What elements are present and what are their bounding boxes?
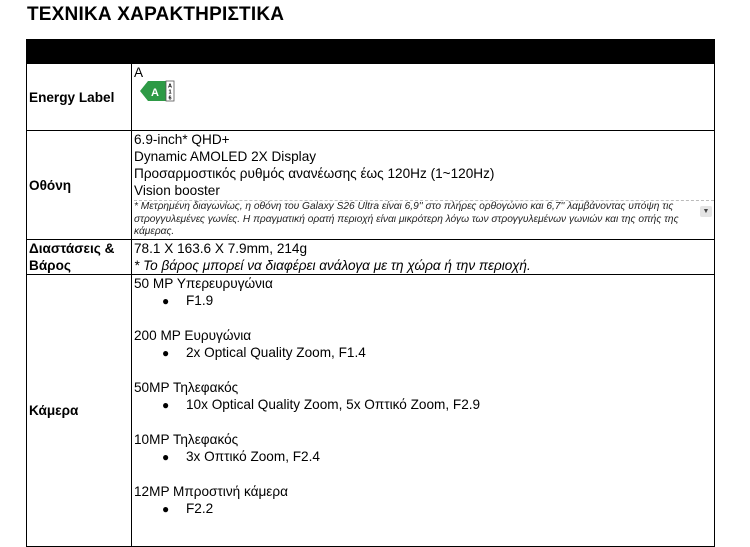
camera-name: 50 MP Υπερευρυγώνια — [134, 276, 273, 291]
energy-scale-bottom: 6 — [168, 95, 172, 102]
table-row-dimensions — [27, 240, 715, 275]
display-line: 6.9-inch* QHD+ — [134, 132, 230, 147]
camera-name: 10MP Τηλεφακός — [134, 432, 239, 447]
camera-label: Κάμερα — [27, 275, 132, 547]
chevron-down-icon[interactable]: ▼ — [700, 206, 712, 217]
camera-spec-text: 3x Οπτικό Zoom, F2.4 — [186, 449, 320, 464]
energy-label: Energy Label — [27, 64, 132, 131]
table-header-row — [27, 40, 715, 64]
table-row-camera — [27, 275, 715, 547]
bullet-icon: ● — [162, 502, 170, 516]
camera-group — [134, 483, 714, 518]
display-line: Vision booster — [134, 183, 220, 198]
dimensions-label: Διαστάσεις & Βάρος — [27, 240, 132, 275]
camera-spec — [134, 500, 714, 518]
camera-spec — [134, 448, 714, 466]
camera-name: 200 MP Ευρυγώνια — [134, 328, 252, 343]
bullet-icon: ● — [162, 398, 170, 412]
dimensions-value-cell — [132, 240, 715, 275]
display-note: * Μετρημένη διαγωνίως, η οθόνη του Galaxy S26 Ultra είναι 6,9'' στο πλήρες ορθογώνιο και 6,7'' λαμβάνοντας υπόψη τις στρογγυλεμένες γωνίες. Η πραγματική ορατή περιοχή είναι μικρότερη λόγω των στρογγυλεμένων γωνιών και της οπής της κάμερας. — [134, 201, 679, 237]
display-line: Dynamic AMOLED 2X Display — [134, 149, 317, 164]
energy-badge-letter: A — [151, 87, 159, 99]
display-label: Οθόνη — [27, 131, 132, 240]
camera-name: 12MP Μπροστινή κάμερα — [134, 484, 288, 499]
camera-spec-text: F1.9 — [186, 293, 214, 308]
table-header-cell — [27, 40, 715, 64]
page-title: ΤΕΧΝΙΚΑ ΧΑΡΑΚΤΗΡΙΣΤΙΚΑ — [27, 4, 285, 25]
display-line: Προσαρμοστικός ρυθμός ανανέωσης έως 120Hz (1~120Hz) — [134, 166, 495, 181]
bullet-icon: ● — [162, 294, 170, 308]
camera-spec-text: 10x Optical Quality Zoom, 5x Οπτικό Zoom, F2.9 — [186, 397, 481, 412]
camera-group — [134, 431, 714, 466]
camera-spec — [134, 292, 714, 310]
camera-spec — [134, 396, 714, 414]
camera-spec-text: F2.2 — [186, 501, 214, 516]
dimensions-note: * Το βάρος μπορεί να διαφέρει ανάλογα με τη χώρα ή την περιοχή. — [134, 258, 531, 273]
display-value-cell — [132, 131, 715, 240]
camera-group — [134, 275, 714, 310]
camera-group — [134, 327, 714, 362]
table-row-energy — [27, 64, 715, 131]
display-note-box[interactable] — [134, 200, 714, 239]
camera-group — [134, 379, 714, 414]
table-row-display — [27, 131, 715, 240]
camera-value-cell — [132, 275, 715, 547]
camera-spec — [134, 344, 714, 362]
bullet-icon: ● — [162, 346, 170, 360]
energy-scale-top: A — [168, 83, 172, 90]
energy-value-cell — [132, 64, 715, 131]
camera-spec-text: 2x Optical Quality Zoom, F1.4 — [186, 345, 366, 360]
spec-table — [26, 39, 715, 547]
energy-badge-icon[interactable] — [140, 80, 176, 102]
energy-scale-mid: 1 — [168, 89, 172, 96]
dimensions-value: 78.1 X 163.6 X 7.9mm, 214g — [134, 241, 308, 256]
camera-name: 50MP Τηλεφακός — [134, 380, 239, 395]
energy-value: A — [134, 65, 144, 80]
bullet-icon: ● — [162, 450, 170, 464]
